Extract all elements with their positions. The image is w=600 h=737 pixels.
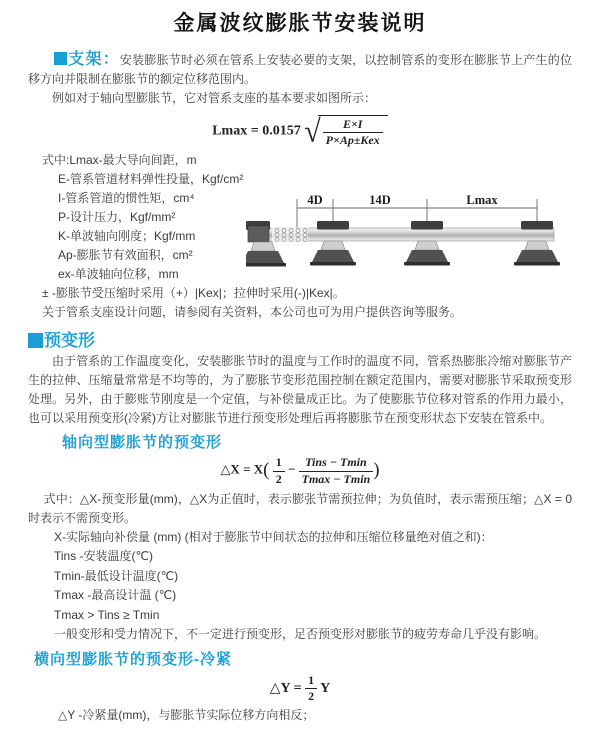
definition-item: I-管系管道的惯性矩，cm⁴	[58, 191, 195, 206]
square-root	[304, 115, 388, 147]
formula-dx-numerator: Tins − Tmin	[299, 456, 374, 471]
definition-item: 一般变形和受力情况下，不一定进行预变形，足否预变形对膨胀节的疲劳寿命几乎没有影响。	[54, 627, 547, 642]
definition-item: E-管系管道材料弹性投量，Kgf/cm²	[58, 172, 244, 187]
section-marker-icon	[28, 333, 43, 348]
axial-subheading: 轴向型膨胀节的预变形	[62, 434, 223, 452]
radical-sign: √	[304, 113, 321, 149]
dimension-label: 14D	[369, 193, 391, 207]
axial-explain-paragraph: 式中：△X-预变形量(mm)，△X为正值时，表示膨张节需预拉伸；为负值时，表示需预压缩；△X = 0时表示不需预变形。	[28, 491, 572, 525]
support-section-heading: 支架：	[68, 51, 120, 68]
formula-lmax	[28, 115, 572, 147]
section-marker-icon	[54, 52, 67, 65]
definition-item: ex-单波轴向位移，mm	[58, 267, 179, 282]
definition-item: ± -膨胀节受压缩时采用（+）|Kex|；拉伸时采用(-)|Kex|。	[42, 286, 345, 301]
expansion-joint-bellows	[272, 228, 308, 242]
minus-sign: −	[287, 462, 296, 478]
formula-delta-x	[28, 456, 572, 485]
support-intro-paragraph	[28, 50, 572, 89]
formula-dy-lhs: △Y =	[269, 680, 302, 696]
formula-lmax-lhs: Lmax = 0.0157	[212, 123, 301, 139]
lateral-note: △Y -冷紧量(mm)，与膨胀节实际位移方向相反；	[58, 708, 315, 723]
dimension-label: 4D	[307, 193, 323, 207]
formula-dx-denominator: Tmax − Tmin	[301, 471, 371, 486]
pipe-support	[310, 221, 356, 266]
dimension-label: Lmax	[466, 193, 498, 207]
definition-item: Tmax -最高设计温 (℃)	[54, 588, 177, 603]
definition-item: 关于管系支座设计问题，请参阅有关资料，本公司也可为用户提供咨询等服务。	[42, 305, 463, 320]
close-paren: )	[373, 460, 380, 482]
open-paren: (	[263, 460, 270, 482]
pipe-support	[514, 221, 560, 266]
definition-item: X-实际轴向补偿量 (mm) (相对于膨胀节中间状态的拉伸和压缩位移量绝对值之和)：	[54, 529, 493, 544]
pipe-support-diagram	[246, 190, 576, 282]
definition-item: K-单波轴向刚度；Kgf/mm	[58, 229, 196, 244]
axial-definition-list	[28, 528, 572, 645]
definition-item: Tmin-最低设计温度(℃)	[54, 568, 179, 583]
formula-dy-denominator: 2	[308, 688, 315, 703]
definition-item: Tins -安装温度(℃)	[54, 549, 154, 564]
definition-item: Ap-膨胀节有效面积，cm²	[58, 248, 193, 263]
formula-dy-rhs: Y	[320, 680, 331, 696]
formula-lmax-denominator: P×Ap±Kex	[325, 133, 380, 148]
predeform-section-heading	[28, 330, 572, 352]
definition-item: P-设计压力，Kgf/mm²	[58, 210, 176, 225]
predeform-heading-label: 预变形	[44, 331, 95, 351]
predeform-paragraph: 由于管系的工作温度变化，安装膨胀节时的温度与工作时的温度不同，管系热膨胀冷缩对膨胀节产生的拉伸、压缩量常常是不均等的，为了膨胀节变形范围控制在额定范围内，需要对膨胀节采取预变形处理。另外，由于膨账节刚度是一个定值，与补偿量成正比。为了使膨胀节位移对管系的作用力最小，也可以采用预变形(冷紧)方让对膨胀节进行预变形处理后再将膨胀节在预变形状态下安装在管系中。	[28, 354, 572, 426]
formula-lmax-numerator: E×I	[323, 118, 383, 133]
support-intro-text: 安装膨胀节时必须在管系上安装必要的支架，以控制管系的变形在膨胀节上产生的位移方向并限制在膨胀节的额定位移范围内。	[28, 53, 572, 86]
half-denominator: 2	[275, 471, 282, 486]
definition-item: Tmax > Tins ≥ Tmin	[54, 607, 160, 622]
lateral-subheading: 横向型膨胀节的预变形-冷紧	[34, 650, 232, 668]
formula-dx-lhs: △X = X	[220, 462, 264, 478]
formula-dy-numerator: 1	[305, 674, 317, 689]
page-title: 金属波纹膨胀节安装说明	[173, 12, 427, 35]
definition-item: 式中:Lmax-最大导向间距，m	[42, 153, 197, 168]
formula-delta-y	[28, 674, 572, 703]
support-example-line: 例如对于轴向型膨胀节，它对管系支座的基本要求如图所示：	[52, 91, 377, 105]
half-numerator: 1	[273, 456, 285, 471]
pipe-support	[404, 221, 450, 266]
